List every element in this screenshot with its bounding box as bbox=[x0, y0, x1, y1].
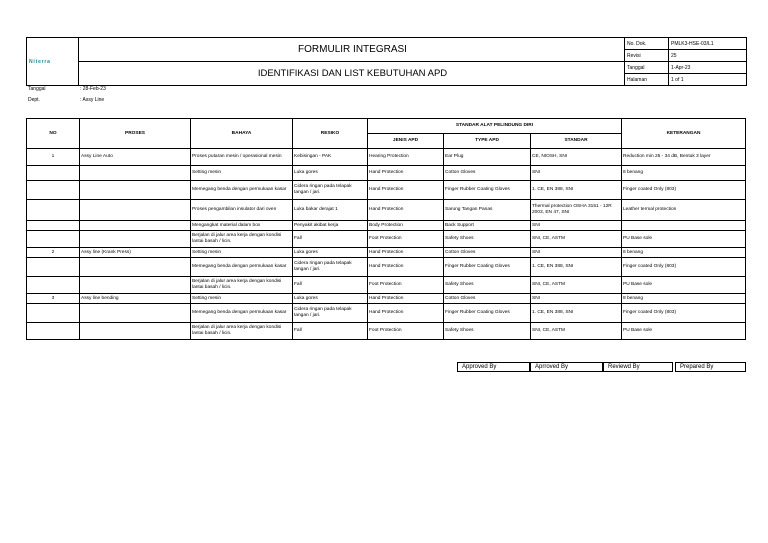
cell-resiko: Cidera ringan pada telapak tangan / jari. bbox=[293, 258, 368, 277]
col-header-tipe: TYPE APD bbox=[444, 134, 531, 149]
col-header-proses: PROSES bbox=[80, 119, 191, 149]
cell-no bbox=[27, 323, 80, 340]
cell-jenis: Hand Protection bbox=[368, 181, 444, 200]
cell-no bbox=[27, 221, 80, 231]
cell-bahaya: Berjalan di jalur area kerja dengan kondisi lantai basah / licin. bbox=[191, 231, 293, 248]
cell-tipe: Cotton Gloves bbox=[444, 294, 531, 304]
table-row bbox=[27, 166, 746, 181]
meta-value: 1 of 1 bbox=[669, 74, 747, 86]
table-row bbox=[27, 304, 746, 323]
approved-by-box: Approved By bbox=[457, 362, 530, 372]
table-row bbox=[27, 294, 746, 304]
cell-bahaya: Mengangkat material dalam box bbox=[191, 221, 293, 231]
cell-tipe: Safety Shoes bbox=[444, 231, 531, 248]
cell-standar: SNI, CE, ASTM bbox=[531, 323, 622, 340]
table-row bbox=[27, 221, 746, 231]
cell-resiko: Cidera ringan pada telapak tangan / jari. bbox=[293, 181, 368, 200]
cell-no bbox=[27, 231, 80, 248]
cell-standar: SNI bbox=[531, 221, 622, 231]
cell-keterangan: Finger coated Only (803) bbox=[622, 258, 746, 277]
cell-bahaya: Berjalan di jalur area kerja dengan kondisi lantai basah / licin. bbox=[191, 323, 293, 340]
date-label: Tanggal bbox=[28, 86, 46, 92]
col-header-standar-group: STANDAR ALAT PELINDUNG DIRI bbox=[368, 119, 622, 134]
meta-value: PMLK3-HSE-03/L1 bbox=[669, 38, 747, 50]
cell-bahaya: Proses pengambilan insulator dari oven bbox=[191, 200, 293, 221]
approved-by-box-2: Aprroved By bbox=[530, 362, 603, 372]
cell-keterangan: 8 benang bbox=[622, 294, 746, 304]
cell-tipe: Finger Rubber Coating Gloves bbox=[444, 258, 531, 277]
form-title: FORMULIR INTEGRASI bbox=[79, 38, 625, 62]
cell-bahaya: Memegang benda dengan permukaan kasar bbox=[191, 181, 293, 200]
cell-standar: 1. CE, EN 388, SNI bbox=[531, 258, 622, 277]
cell-keterangan: Finger coated Only (803) bbox=[622, 304, 746, 323]
cell-jenis: Hand Protection bbox=[368, 258, 444, 277]
document-header bbox=[26, 37, 747, 86]
cell-resiko: Luka bakar derajat 1 bbox=[293, 200, 368, 221]
cell-proses: Assy Line Auto bbox=[80, 149, 191, 166]
cell-proses bbox=[80, 323, 191, 340]
cell-keterangan: Leather termal protection bbox=[622, 200, 746, 221]
cell-resiko: Fall bbox=[293, 277, 368, 294]
col-header-no: NO bbox=[27, 119, 80, 149]
cell-no bbox=[27, 277, 80, 294]
table-row bbox=[27, 200, 746, 221]
cell-keterangan: 8 benang bbox=[622, 248, 746, 258]
cell-standar: CE, NIOSH, SNI bbox=[531, 149, 622, 166]
cell-tipe: Back Support bbox=[444, 221, 531, 231]
cell-proses bbox=[80, 221, 191, 231]
company-logo: Niterra bbox=[27, 38, 79, 86]
table-row bbox=[27, 258, 746, 277]
cell-resiko: Penyakit akibat kerja bbox=[293, 221, 368, 231]
table-row bbox=[27, 149, 746, 166]
cell-bahaya: Setting mesin bbox=[191, 248, 293, 258]
cell-proses bbox=[80, 304, 191, 323]
cell-jenis: Hand Protection bbox=[368, 248, 444, 258]
cell-keterangan: Reduction min 25 - 34 dB, Bentuk 3 layer bbox=[622, 149, 746, 166]
cell-tipe: Cotton Gloves bbox=[444, 248, 531, 258]
cell-resiko: Luka gores bbox=[293, 248, 368, 258]
cell-bahaya: Memegang benda dengan permukaan kasar bbox=[191, 258, 293, 277]
table-body bbox=[27, 149, 746, 340]
cell-standar: SNI, CE, ASTM bbox=[531, 231, 622, 248]
cell-standar: SNI bbox=[531, 294, 622, 304]
cell-no: 1 bbox=[27, 149, 80, 166]
cell-keterangan: Finger coated Only (803) bbox=[622, 181, 746, 200]
cell-no bbox=[27, 304, 80, 323]
meta-value: 25 bbox=[669, 50, 747, 62]
cell-proses bbox=[80, 258, 191, 277]
cell-bahaya: Proses putaran mesin / operasional mesin bbox=[191, 149, 293, 166]
cell-tipe: Cotton Gloves bbox=[444, 166, 531, 181]
table-row bbox=[27, 277, 746, 294]
cell-bahaya: Setting mesin bbox=[191, 294, 293, 304]
col-header-standar: STANDAR bbox=[531, 134, 622, 149]
cell-no: 3 bbox=[27, 294, 80, 304]
cell-tipe: Safety Shoes bbox=[444, 277, 531, 294]
cell-tipe: Sarung Tangan Panas bbox=[444, 200, 531, 221]
cell-proses bbox=[80, 166, 191, 181]
date-value: : 28-Feb-23 bbox=[80, 86, 106, 92]
cell-keterangan: 8 benang bbox=[622, 166, 746, 181]
meta-value: 1-Apr-23 bbox=[669, 62, 747, 74]
cell-keterangan: PU Base sole bbox=[622, 323, 746, 340]
dept-label: Dept. bbox=[28, 97, 40, 103]
table-row bbox=[27, 181, 746, 200]
cell-resiko: Cidera ringan pada telapak tangan / jari. bbox=[293, 304, 368, 323]
cell-keterangan: PU Base sole bbox=[622, 231, 746, 248]
cell-proses bbox=[80, 181, 191, 200]
cell-standar: 1. CE, EN 388, SNI bbox=[531, 304, 622, 323]
prepared-by-box: Prepared By bbox=[675, 362, 746, 372]
col-header-resiko: RESIKO bbox=[293, 119, 368, 149]
cell-proses bbox=[80, 200, 191, 221]
cell-proses: Assy line (Krank Press) bbox=[80, 248, 191, 258]
cell-jenis: Hand Protection bbox=[368, 166, 444, 181]
reviewed-by-box: Reviewd By bbox=[603, 362, 673, 372]
cell-no bbox=[27, 200, 80, 221]
cell-keterangan: PU Base sole bbox=[622, 277, 746, 294]
cell-bahaya: Berjalan di jalur area kerja dengan kondisi lantai basah / licin. bbox=[191, 277, 293, 294]
cell-resiko: Kebisingan - PAK bbox=[293, 149, 368, 166]
form-subtitle: IDENTIFIKASI DAN LIST KEBUTUHAN APD bbox=[79, 62, 625, 86]
meta-label: Halaman bbox=[625, 74, 669, 86]
cell-proses bbox=[80, 231, 191, 248]
cell-no bbox=[27, 258, 80, 277]
meta-label: Tanggal bbox=[625, 62, 669, 74]
cell-standar: 1. CE, EN 388, SNI bbox=[531, 181, 622, 200]
cell-no bbox=[27, 166, 80, 181]
cell-jenis: Foot Protection bbox=[368, 231, 444, 248]
cell-proses: Assy line bending bbox=[80, 294, 191, 304]
cell-tipe: Finger Rubber Coating Gloves bbox=[444, 304, 531, 323]
cell-tipe: Ear Plug bbox=[444, 149, 531, 166]
cell-jenis: Foot Protection bbox=[368, 277, 444, 294]
cell-jenis: Body Protection bbox=[368, 221, 444, 231]
col-header-keterangan: KETERANGAN bbox=[622, 119, 746, 149]
cell-resiko: Fall bbox=[293, 323, 368, 340]
cell-standar: SNI bbox=[531, 248, 622, 258]
cell-tipe: Finger Rubber Coating Gloves bbox=[444, 181, 531, 200]
col-header-bahaya: BAHAYA bbox=[191, 119, 293, 149]
cell-bahaya: Setting mesin bbox=[191, 166, 293, 181]
meta-label: Revisi bbox=[625, 50, 669, 62]
cell-tipe: Safety Shoes bbox=[444, 323, 531, 340]
dept-value: : Assy Line bbox=[80, 97, 105, 103]
cell-jenis: Hand Protection bbox=[368, 304, 444, 323]
cell-resiko: Luka gores bbox=[293, 294, 368, 304]
table-row bbox=[27, 231, 746, 248]
cell-jenis: Foot Protection bbox=[368, 323, 444, 340]
cell-standar: SNI bbox=[531, 166, 622, 181]
apd-table bbox=[26, 118, 746, 340]
cell-resiko: Luka gores bbox=[293, 166, 368, 181]
cell-standar: SNI, CE, ASTM bbox=[531, 277, 622, 294]
table-row bbox=[27, 248, 746, 258]
table-row bbox=[27, 323, 746, 340]
cell-jenis: Hand Protection bbox=[368, 200, 444, 221]
cell-jenis: Hand Protection bbox=[368, 294, 444, 304]
cell-standar: Thermal protection OSHA 3151 - 12R 2003, EN 47, SNI bbox=[531, 200, 622, 221]
meta-label: No. Dok. bbox=[625, 38, 669, 50]
cell-proses bbox=[80, 277, 191, 294]
cell-keterangan bbox=[622, 221, 746, 231]
col-header-jenis: JENIS APD bbox=[368, 134, 444, 149]
cell-no: 2 bbox=[27, 248, 80, 258]
cell-no bbox=[27, 181, 80, 200]
cell-jenis: Hearing Protection bbox=[368, 149, 444, 166]
cell-bahaya: Memegang benda dengan permukaan kasar bbox=[191, 304, 293, 323]
cell-resiko: Fall bbox=[293, 231, 368, 248]
